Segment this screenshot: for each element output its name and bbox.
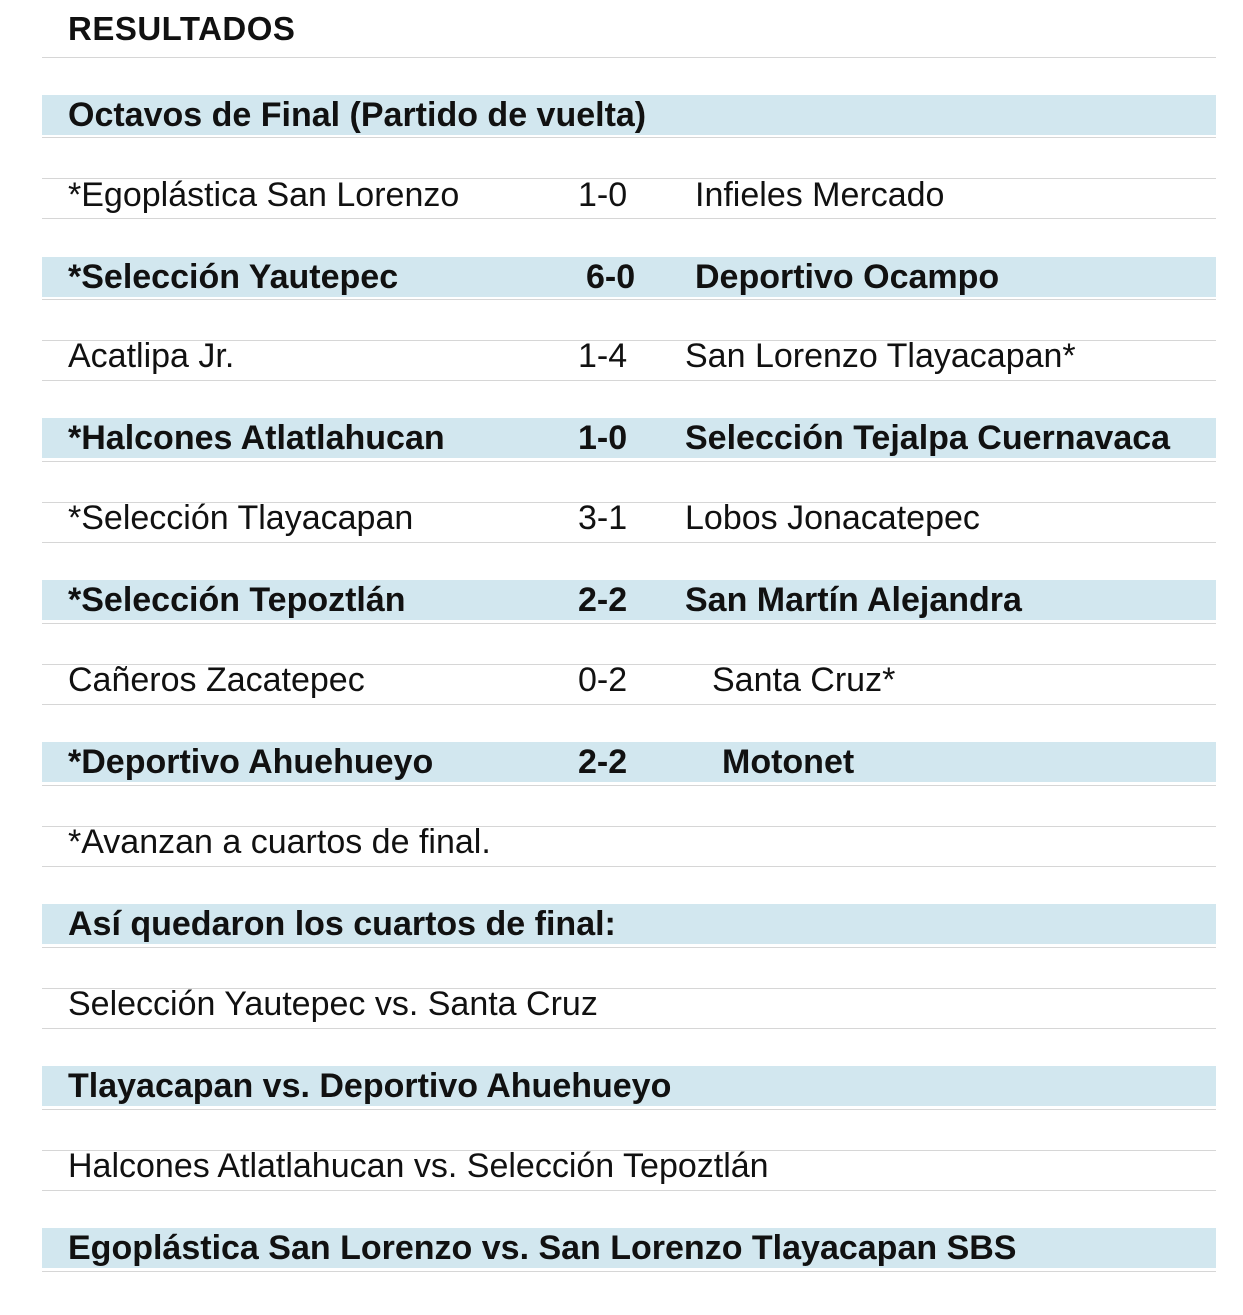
- match-row: [42, 418, 1216, 458]
- quarters-heading-row: [42, 904, 1216, 944]
- divider: [42, 461, 1216, 462]
- round-heading: Octavos de Final (Partido de vuelta): [68, 96, 647, 134]
- divider: [42, 299, 1216, 300]
- quarterfinal-row: [42, 1228, 1216, 1268]
- divider: [42, 218, 1216, 219]
- quarterfinal-pairing: Halcones Atlatlahucan vs. Selección Tepoztlán: [68, 1147, 769, 1185]
- match-row: [42, 175, 1216, 215]
- home-team: Acatlipa Jr.: [68, 337, 235, 375]
- away-team: Lobos Jonacatepec: [685, 499, 980, 537]
- match-row: [42, 336, 1216, 376]
- match-row: [42, 498, 1216, 538]
- divider: [42, 1028, 1216, 1029]
- match-score: 3-1: [578, 499, 628, 537]
- match-score: 1-0: [578, 419, 628, 457]
- divider: [42, 623, 1216, 624]
- home-team: *Halcones Atlatlahucan: [68, 419, 445, 457]
- note-row: [42, 822, 1216, 862]
- quarterfinal-row: [42, 984, 1216, 1024]
- match-row: [42, 257, 1216, 297]
- away-team: Motonet: [722, 743, 855, 781]
- round-heading-row: [42, 95, 1216, 135]
- home-team: *Selección Tlayacapan: [68, 499, 414, 537]
- away-team: Santa Cruz*: [712, 661, 896, 699]
- home-team: *Selección Yautepec: [68, 258, 399, 296]
- divider: [42, 1109, 1216, 1110]
- match-row: [42, 660, 1216, 700]
- quarterfinal-pairing: Tlayacapan vs. Deportivo Ahuehueyo: [68, 1067, 672, 1105]
- quarterfinal-row: [42, 1146, 1216, 1186]
- match-score: 2-2: [578, 743, 628, 781]
- divider: [42, 704, 1216, 705]
- home-team: *Egoplástica San Lorenzo: [68, 176, 460, 214]
- divider: [42, 380, 1216, 381]
- quarterfinal-row: [42, 1066, 1216, 1106]
- match-score: 2-2: [578, 581, 628, 619]
- home-team: Cañeros Zacatepec: [68, 661, 365, 699]
- match-score: 0-2: [578, 661, 628, 699]
- divider: [42, 57, 1216, 58]
- quarterfinal-pairing: Egoplástica San Lorenzo vs. San Lorenzo Tlayacapan SBS: [68, 1229, 1017, 1267]
- quarters-heading: Así quedaron los cuartos de final:: [68, 905, 616, 943]
- quarterfinal-pairing: Selección Yautepec vs. Santa Cruz: [68, 985, 598, 1023]
- match-score: 1-0: [578, 176, 628, 214]
- divider: [42, 947, 1216, 948]
- divider: [42, 542, 1216, 543]
- away-team: Deportivo Ocampo: [695, 258, 1000, 296]
- match-score: 6-0: [586, 258, 636, 296]
- page-title: RESULTADOS: [68, 10, 296, 47]
- home-team: *Selección Tepoztlán: [68, 581, 406, 619]
- match-row: [42, 742, 1216, 782]
- match-row: [42, 580, 1216, 620]
- divider: [42, 1190, 1216, 1191]
- match-score: 1-4: [578, 337, 628, 375]
- divider: [42, 137, 1216, 138]
- away-team: San Lorenzo Tlayacapan*: [685, 337, 1076, 375]
- away-team: Infieles Mercado: [695, 176, 945, 214]
- advance-note: *Avanzan a cuartos de final.: [68, 823, 491, 861]
- divider: [42, 785, 1216, 786]
- divider: [42, 866, 1216, 867]
- divider: [42, 1271, 1216, 1272]
- away-team: Selección Tejalpa Cuernavaca: [685, 419, 1171, 457]
- home-team: *Deportivo Ahuehueyo: [68, 743, 434, 781]
- away-team: San Martín Alejandra: [685, 581, 1022, 619]
